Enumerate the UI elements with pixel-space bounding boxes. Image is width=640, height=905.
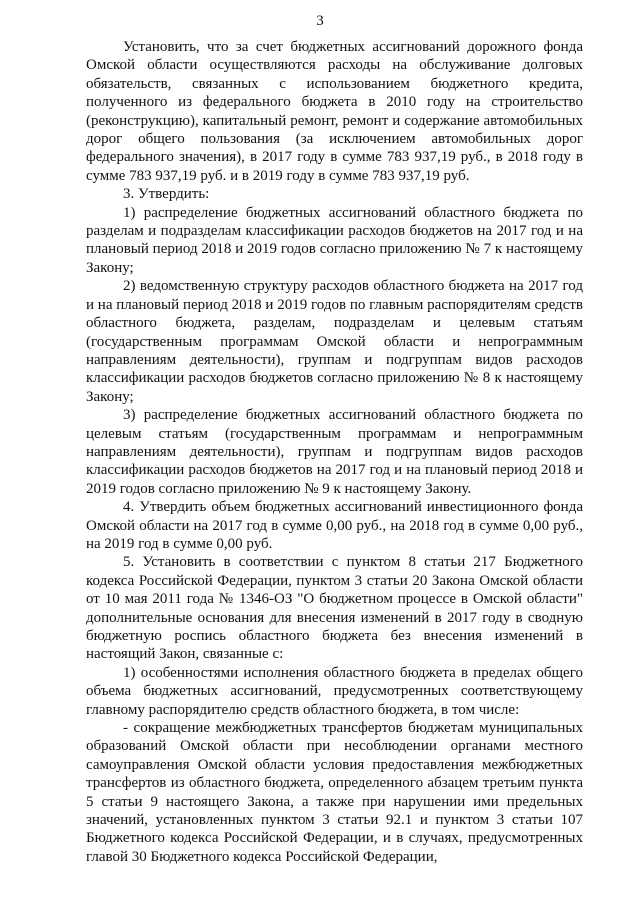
paragraph-item-departmental: 2) ведомственную структуру расходов областного бюджета на 2017 год и на плановый период 2018 и 2019 годов по главным распорядителям средств областного бюджета, разделам, подразделам и целевым статьям (государственным программам Омской области и непрограммным направлениям деятельности), группам и подгруппам видов расходов классификации расходов бюджетов согласно приложению № 8 к настоящему Закону; bbox=[86, 278, 583, 405]
paragraph-investment-fund: 4. Утвердить объем бюджетных ассигнований инвестиционного фонда Омской области на 2017 год в сумме 0,00 руб., на 2018 год в сумме 0,00 руб., на 2019 год в сумме 0,00 руб. bbox=[86, 499, 583, 552]
paragraph-additional-grounds: 5. Установить в соответствии с пунктом 8 статьи 217 Бюджетного кодекса Российской Федерации, пунктом 3 статьи 20 Закона Омской области от 10 мая 2011 года № 1346-ОЗ "О бюджетном процессе в Омской области" дополнительные основания для внесения изменений в 2017 году в сводную бюджетную роспись областного бюджета без внесения изменений в настоящий Закон, связанные с: bbox=[86, 554, 583, 663]
document-body bbox=[86, 38, 583, 866]
paragraph-transfer-reduction: - сокращение межбюджетных трансфертов бюджетам муниципальных образований Омской области при несоблюдении органами местного самоуправления Омской области условия предоставления межбюджетных трансфертов из областного бюджета, определенного абзацем третьим пункта 5 статьи 9 настоящего Закона, а также при нарушении ими предельных значений, установленных пунктом 3 статьи 92.1 и пунктом 3 статьи 107 Бюджетного кодекса Российской Федерации, и в случаях, предусмотренных главой 30 Бюджетного кодекса Российской Федерации, bbox=[86, 720, 583, 865]
paragraph-item-target-articles: 3) распределение бюджетных ассигнований областного бюджета по целевым статьям (государственным программам и непрограммным направлениям деятельности), группам и подгруппам видов расходов классификации расходов бюджетов на 2017 год и на плановый период 2018 и 2019 годов согласно приложению № 9 к настоящему Закону. bbox=[86, 407, 583, 497]
paragraph-item-sections: 1) распределение бюджетных ассигнований областного бюджета по разделам и подразделам классификации расходов бюджетов на 2017 год и на плановый период 2018 и 2019 годов согласно приложению № 7 к настоящему Закону; bbox=[86, 204, 583, 276]
paragraph-execution-features: 1) особенностями исполнения областного бюджета в пределах общего объема бюджетных ассигнований, предусмотренных соответствующему главному распорядителю средств областного бюджета, в том числе: bbox=[86, 664, 583, 718]
page-number: 3 bbox=[316, 13, 324, 29]
paragraph-road-fund: Установить, что за счет бюджетных ассигнований дорожного фонда Омской области осуществляются расходы на обслуживание долговых обязательств, связанных с использованием бюджетного кредита, полученного из федерального бюджета в 2010 году на строительство (реконструкцию), капитальный ремонт, ремонт и содержание автомобильных дорог общего пользования (за исключением автомобильных дорог федерального значения), в 2017 году в сумме 783 937,19 руб., в 2018 году в сумме 783 937,19 руб. и в 2019 году в сумме 783 937,19 руб. bbox=[86, 39, 583, 184]
paragraph-approve-heading: 3. Утвердить: bbox=[123, 186, 210, 203]
